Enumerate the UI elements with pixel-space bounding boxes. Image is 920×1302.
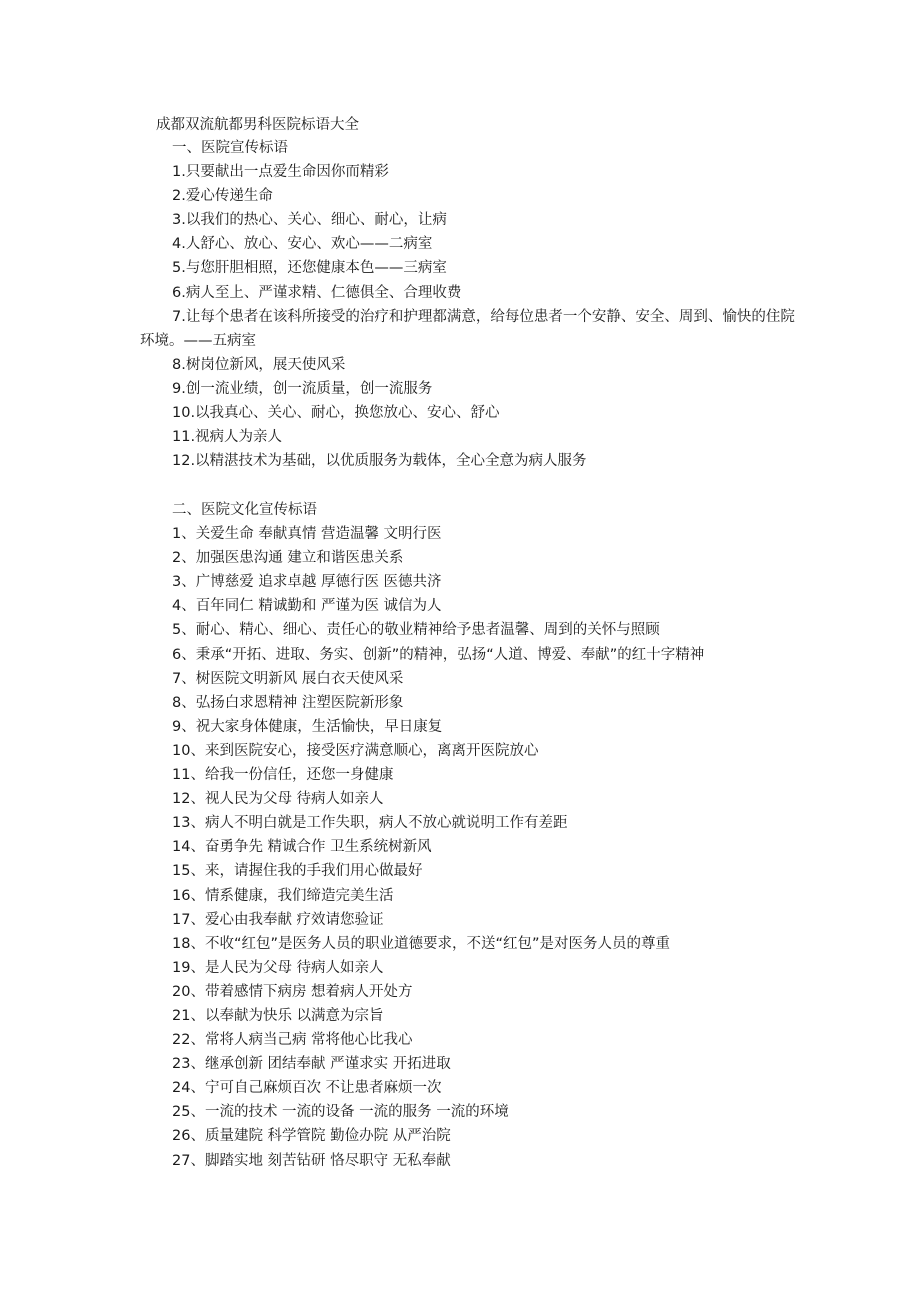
list-item: 1、关爱生命 奉献真情 营造温馨 文明行医 [172, 526, 442, 543]
list-item: 5.与您肝胆相照，还您健康本色——三病室 [172, 260, 447, 277]
list-item: 19、是人民为父母 待病人如亲人 [172, 959, 384, 976]
list-item: 11.视病人为亲人 [172, 429, 283, 446]
list-item: 4、百年同仁 精诚勤和 严谨为医 诚信为人 [172, 598, 442, 615]
list-item: 11、给我一份信任，还您一身健康 [172, 767, 394, 784]
section-hospital-slogans [0, 136, 920, 473]
document-title: 成都双流航都男科医院标语大全 [156, 117, 359, 133]
list-item: 3.以我们的热心、关心、细心、耐心，让病 [172, 212, 447, 229]
section-culture-slogans [0, 498, 920, 1173]
list-item: 9.创一流业绩，创一流质量，创一流服务 [172, 380, 433, 397]
list-item: 6、秉承“开拓、进取、务实、创新”的精神，弘扬“人道、博爱、奉献”的红十字精神 [172, 646, 705, 663]
section-heading: 二、医院文化宣传标语 [172, 502, 317, 518]
list-item: 8.树岗位新风，展天使风采 [172, 356, 346, 373]
list-item: 25、一流的技术 一流的设备 一流的服务 一流的环境 [172, 1104, 509, 1121]
list-item: 4.人舒心、放心、安心、欢心——二病室 [172, 236, 433, 253]
list-item: 8、弘扬白求恩精神 注塑医院新形象 [172, 694, 404, 711]
list-item: 2.爱心传递生命 [172, 188, 273, 205]
list-item: 21、以奉献为快乐 以满意为宗旨 [172, 1007, 384, 1024]
list-item: 26、质量建院 科学管院 勤俭办院 从严治院 [172, 1128, 451, 1145]
list-item: 16、情系健康，我们缔造完美生活 [172, 887, 394, 904]
list-item: 10.以我真心、关心、耐心，换您放心、安心、舒心 [172, 405, 500, 422]
list-item: 12、视人民为父母 待病人如亲人 [172, 791, 384, 808]
list-item: 15、来，请握住我的手我们用心做最好 [172, 863, 423, 880]
list-item: 2、加强医患沟通 建立和谐医患关系 [172, 550, 404, 567]
list-item: 13、病人不明白就是工作失职，病人不放心就说明工作有差距 [172, 815, 568, 832]
list-item: 24、宁可自己麻烦百次 不让患者麻烦一次 [172, 1080, 442, 1097]
list-item: 12.以精湛技术为基础，以优质服务为载体，全心全意为病人服务 [172, 453, 587, 470]
list-item: 5、耐心、精心、细心、责任心的敬业精神给予患者温馨、周到的关怀与照顾 [172, 622, 660, 639]
list-item: 22、常将人病当己病 常将他心比我心 [172, 1032, 413, 1049]
list-item: 1.只要献出一点爱生命因你而精彩 [172, 164, 389, 181]
list-item: 23、继承创新 团结奉献 严谨求实 开拓进取 [172, 1056, 451, 1073]
list-item: 3、广博慈爱 追求卓越 厚德行医 医德共济 [172, 574, 442, 591]
list-item: 7、树医院文明新风 展白衣天使风采 [172, 670, 404, 687]
list-item: 17、爱心由我奉献 疗效请您验证 [172, 911, 384, 928]
list-item: 10、来到医院安心，接受医疗满意顺心，离离开医院放心 [172, 742, 539, 759]
list-item: 9、祝大家身体健康，生活愉快，早日康复 [172, 718, 443, 735]
list-item: 14、奋勇争先 精诚合作 卫生系统树新风 [172, 839, 432, 856]
list-item: 18、不收“红包”是医务人员的职业道德要求，不送“红包”是对医务人员的尊重 [172, 935, 670, 952]
list-item: 20、带着感情下病房 想着病人开处方 [172, 983, 413, 1000]
section-heading: 一、医院宣传标语 [172, 140, 288, 156]
list-item: 27、脚踏实地 刻苦钻研 恪尽职守 无私奉献 [172, 1152, 451, 1169]
list-item: 7.让每个患者在该科所接受的治疗和护理都满意，给每位患者一个安静、安全、周到、愉快的住院环境。——五病室 [140, 308, 795, 349]
list-item: 6.病人至上、严谨求精、仁德俱全、合理收费 [172, 284, 462, 301]
